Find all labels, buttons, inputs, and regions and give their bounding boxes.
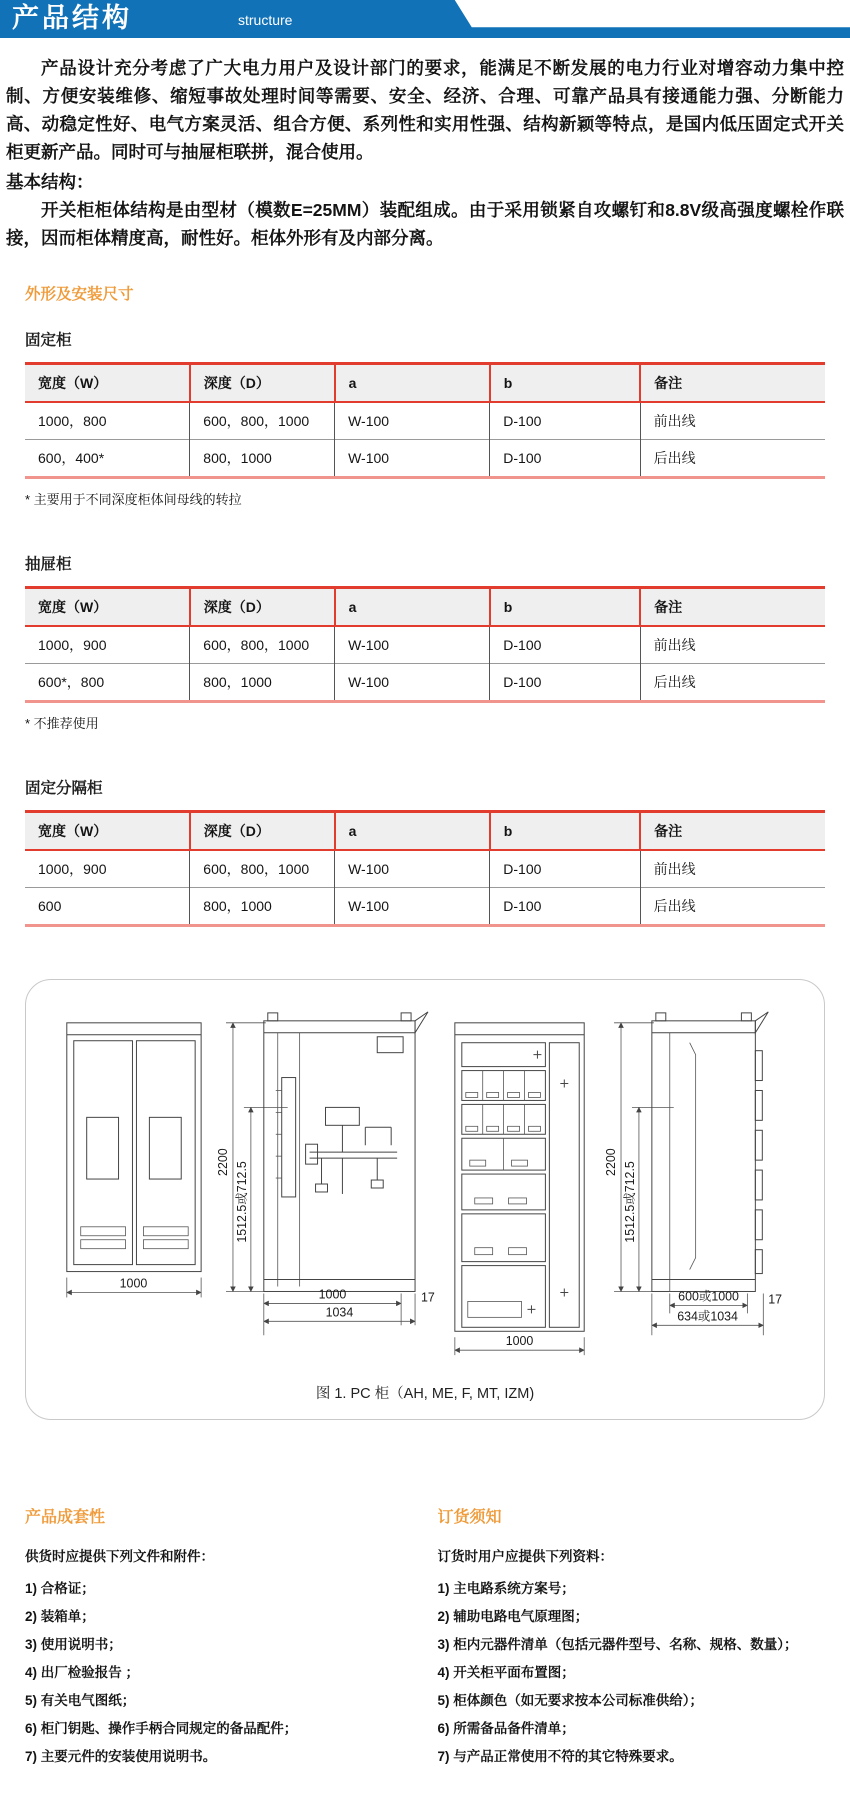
- cabinet-compartment-front-view: [455, 1023, 584, 1355]
- list-item: 4) 开关柜平面布置图；: [438, 1659, 841, 1687]
- intro-paragraph: 产品设计充分考虑了广大电力用户及设计部门的要求，能满足不断发展的电力行业对增容动力集中控制、方便安装维修、缩短事故处理时间等需要、安全、经济、合理、可靠产品具有接通能力强、分断能力高、动稳定性好、电气方案灵活、组合方便、系列性和实用性强、结构新颖等特点，是国内低压固定式开关柜更新产品。同时可与抽屉柜联拼，混合使用。: [6, 54, 844, 166]
- dimension-label: 1000: [120, 1276, 148, 1290]
- section-heading-completeness: 产品成套性: [25, 1504, 428, 1527]
- column-header-width: 宽度（W）: [25, 812, 190, 851]
- column-header-b: b: [490, 588, 640, 627]
- dimension-label: 1000: [506, 1334, 534, 1348]
- dimension-label: 2200: [216, 1148, 230, 1176]
- list-item: 3) 使用说明书；: [25, 1631, 428, 1659]
- list-item: 7) 与产品正常使用不符的其它特殊要求。: [438, 1743, 841, 1771]
- table-cell: 600: [25, 888, 190, 926]
- column-header-depth: 深度（D）: [190, 588, 335, 627]
- table-header-row: [25, 588, 825, 627]
- fixed-cabinet-table: [25, 362, 825, 479]
- table-cell: 1000，900: [25, 850, 190, 888]
- table-title-fixed-partition-cabinet: 固定分隔柜: [25, 776, 825, 798]
- table-row: [25, 402, 825, 440]
- table-cell: 后出线: [640, 888, 825, 926]
- table-cell: 前出线: [640, 850, 825, 888]
- table-cell: 800，1000: [190, 888, 335, 926]
- table-row: [25, 664, 825, 702]
- table-cell: D-100: [490, 402, 640, 440]
- dimension-label: 2200: [604, 1148, 618, 1176]
- table-cell: D-100: [490, 440, 640, 478]
- table-cell: 800，1000: [190, 664, 335, 702]
- table-cell: D-100: [490, 626, 640, 664]
- column-header-width: 宽度（W）: [25, 364, 190, 403]
- list-item: 2) 辅助电路电气原理图；: [438, 1603, 841, 1631]
- column-header-depth: 深度（D）: [190, 812, 335, 851]
- list-item: 3) 柜内元器件清单（包括元器件型号、名称、规格、数量）；: [438, 1631, 841, 1659]
- table-cell: 600，800，1000: [190, 626, 335, 664]
- bottom-sections: [0, 1504, 850, 1811]
- table-cell: 后出线: [640, 440, 825, 478]
- dimensions-section: [0, 282, 850, 927]
- dimension-label: 1034: [326, 1305, 354, 1319]
- table-cell: 600，400*: [25, 440, 190, 478]
- completeness-section: [25, 1504, 438, 1771]
- table-cell: 1000，900: [25, 626, 190, 664]
- table-cell: 600，800，1000: [190, 850, 335, 888]
- table-cell: D-100: [490, 888, 640, 926]
- list-item: 2) 装箱单；: [25, 1603, 428, 1631]
- table-cell: 前出线: [640, 402, 825, 440]
- list-item: 5) 有关电气图纸；: [25, 1687, 428, 1715]
- table-cell: D-100: [490, 850, 640, 888]
- dimension-label: 1512.5或712.5: [623, 1161, 637, 1243]
- figure-caption: 图 1. PC 柜（AH, ME, F, MT, IZM): [26, 1382, 824, 1403]
- column-header-depth: 深度（D）: [190, 364, 335, 403]
- list-item: 6) 所需备品备件清单；: [438, 1715, 841, 1743]
- column-header-a: a: [335, 364, 490, 403]
- table-cell: W-100: [335, 850, 490, 888]
- column-header-remark: 备注: [640, 588, 825, 627]
- table-cell: 前出线: [640, 626, 825, 664]
- table-footnote: * 主要用于不同深度柜体间母线的转拉: [25, 489, 825, 508]
- dimension-label: 1512.5或712.5: [235, 1161, 249, 1243]
- column-header-width: 宽度（W）: [25, 588, 190, 627]
- table-header-row: [25, 364, 825, 403]
- table-row: [25, 888, 825, 926]
- completeness-lead: 供货时应提供下列文件和附件：: [25, 1543, 428, 1571]
- table-cell: W-100: [335, 440, 490, 478]
- page-title: 产品结构: [12, 1, 132, 35]
- table-row: [25, 850, 825, 888]
- table-row: [25, 440, 825, 478]
- ordering-section: [438, 1504, 850, 1771]
- section-heading-ordering: 订货须知: [438, 1504, 841, 1527]
- table-row: [25, 626, 825, 664]
- list-item: 4) 出厂检验报告 ；: [25, 1659, 428, 1687]
- table-cell: 800，1000: [190, 440, 335, 478]
- column-header-b: b: [490, 364, 640, 403]
- section-heading-dimensions: 外形及安装尺寸: [25, 282, 825, 304]
- table-header-row: [25, 812, 825, 851]
- column-header-a: a: [335, 812, 490, 851]
- page-subtitle: structure: [238, 12, 292, 28]
- list-item: 1) 合格证；: [25, 1575, 428, 1603]
- list-item: 5) 柜体颜色（如无要求按本公司标准供给）；: [438, 1687, 841, 1715]
- column-header-a: a: [335, 588, 490, 627]
- dimension-label: 17: [768, 1292, 782, 1306]
- fixed-partition-cabinet-table: [25, 810, 825, 927]
- table-cell: W-100: [335, 888, 490, 926]
- cabinet-front-view: [67, 1023, 201, 1298]
- cabinet-side-section-view: [216, 1012, 435, 1335]
- structure-paragraph: 开关柜柜体结构是由型材（模数E=25MM）装配组成。由于采用锁紧自攻螺钉和8.8V级高强度螺栓作联接，因而柜体精度高，耐性好。柜体外形有及内部分离。: [6, 196, 844, 252]
- table-title-fixed-cabinet: 固定柜: [25, 328, 825, 350]
- intro-section: [0, 54, 850, 252]
- table-cell: 600，800，1000: [190, 402, 335, 440]
- dimension-label: 600或1000: [678, 1289, 739, 1303]
- ordering-lead: 订货时用户应提供下列资料：: [438, 1543, 841, 1571]
- column-header-remark: 备注: [640, 364, 825, 403]
- table-footnote: * 不推荐使用: [25, 713, 825, 732]
- dimension-label: 17: [421, 1290, 435, 1304]
- list-item: 7) 主要元件的安装使用说明书。: [25, 1743, 428, 1771]
- cabinet-side-view: [604, 1012, 782, 1335]
- figure-drawing: [27, 1002, 823, 1372]
- table-cell: W-100: [335, 402, 490, 440]
- dimension-label: 1000: [319, 1287, 347, 1301]
- table-cell: 600*，800: [25, 664, 190, 702]
- column-header-remark: 备注: [640, 812, 825, 851]
- table-cell: W-100: [335, 664, 490, 702]
- list-item: 6) 柜门钥匙、操作手柄合同规定的备品配件；: [25, 1715, 428, 1743]
- basic-structure-label: 基本结构：: [6, 168, 844, 196]
- page-banner: [0, 0, 850, 40]
- table-cell: 1000，800: [25, 402, 190, 440]
- column-header-b: b: [490, 812, 640, 851]
- table-cell: W-100: [335, 626, 490, 664]
- table-cell: 后出线: [640, 664, 825, 702]
- list-item: 1) 主电路系统方案号；: [438, 1575, 841, 1603]
- table-title-drawer-cabinet: 抽屉柜: [25, 552, 825, 574]
- table-cell: D-100: [490, 664, 640, 702]
- figure-panel: [25, 979, 825, 1420]
- drawer-cabinet-table: [25, 586, 825, 703]
- dimension-label: 634或1034: [677, 1309, 738, 1323]
